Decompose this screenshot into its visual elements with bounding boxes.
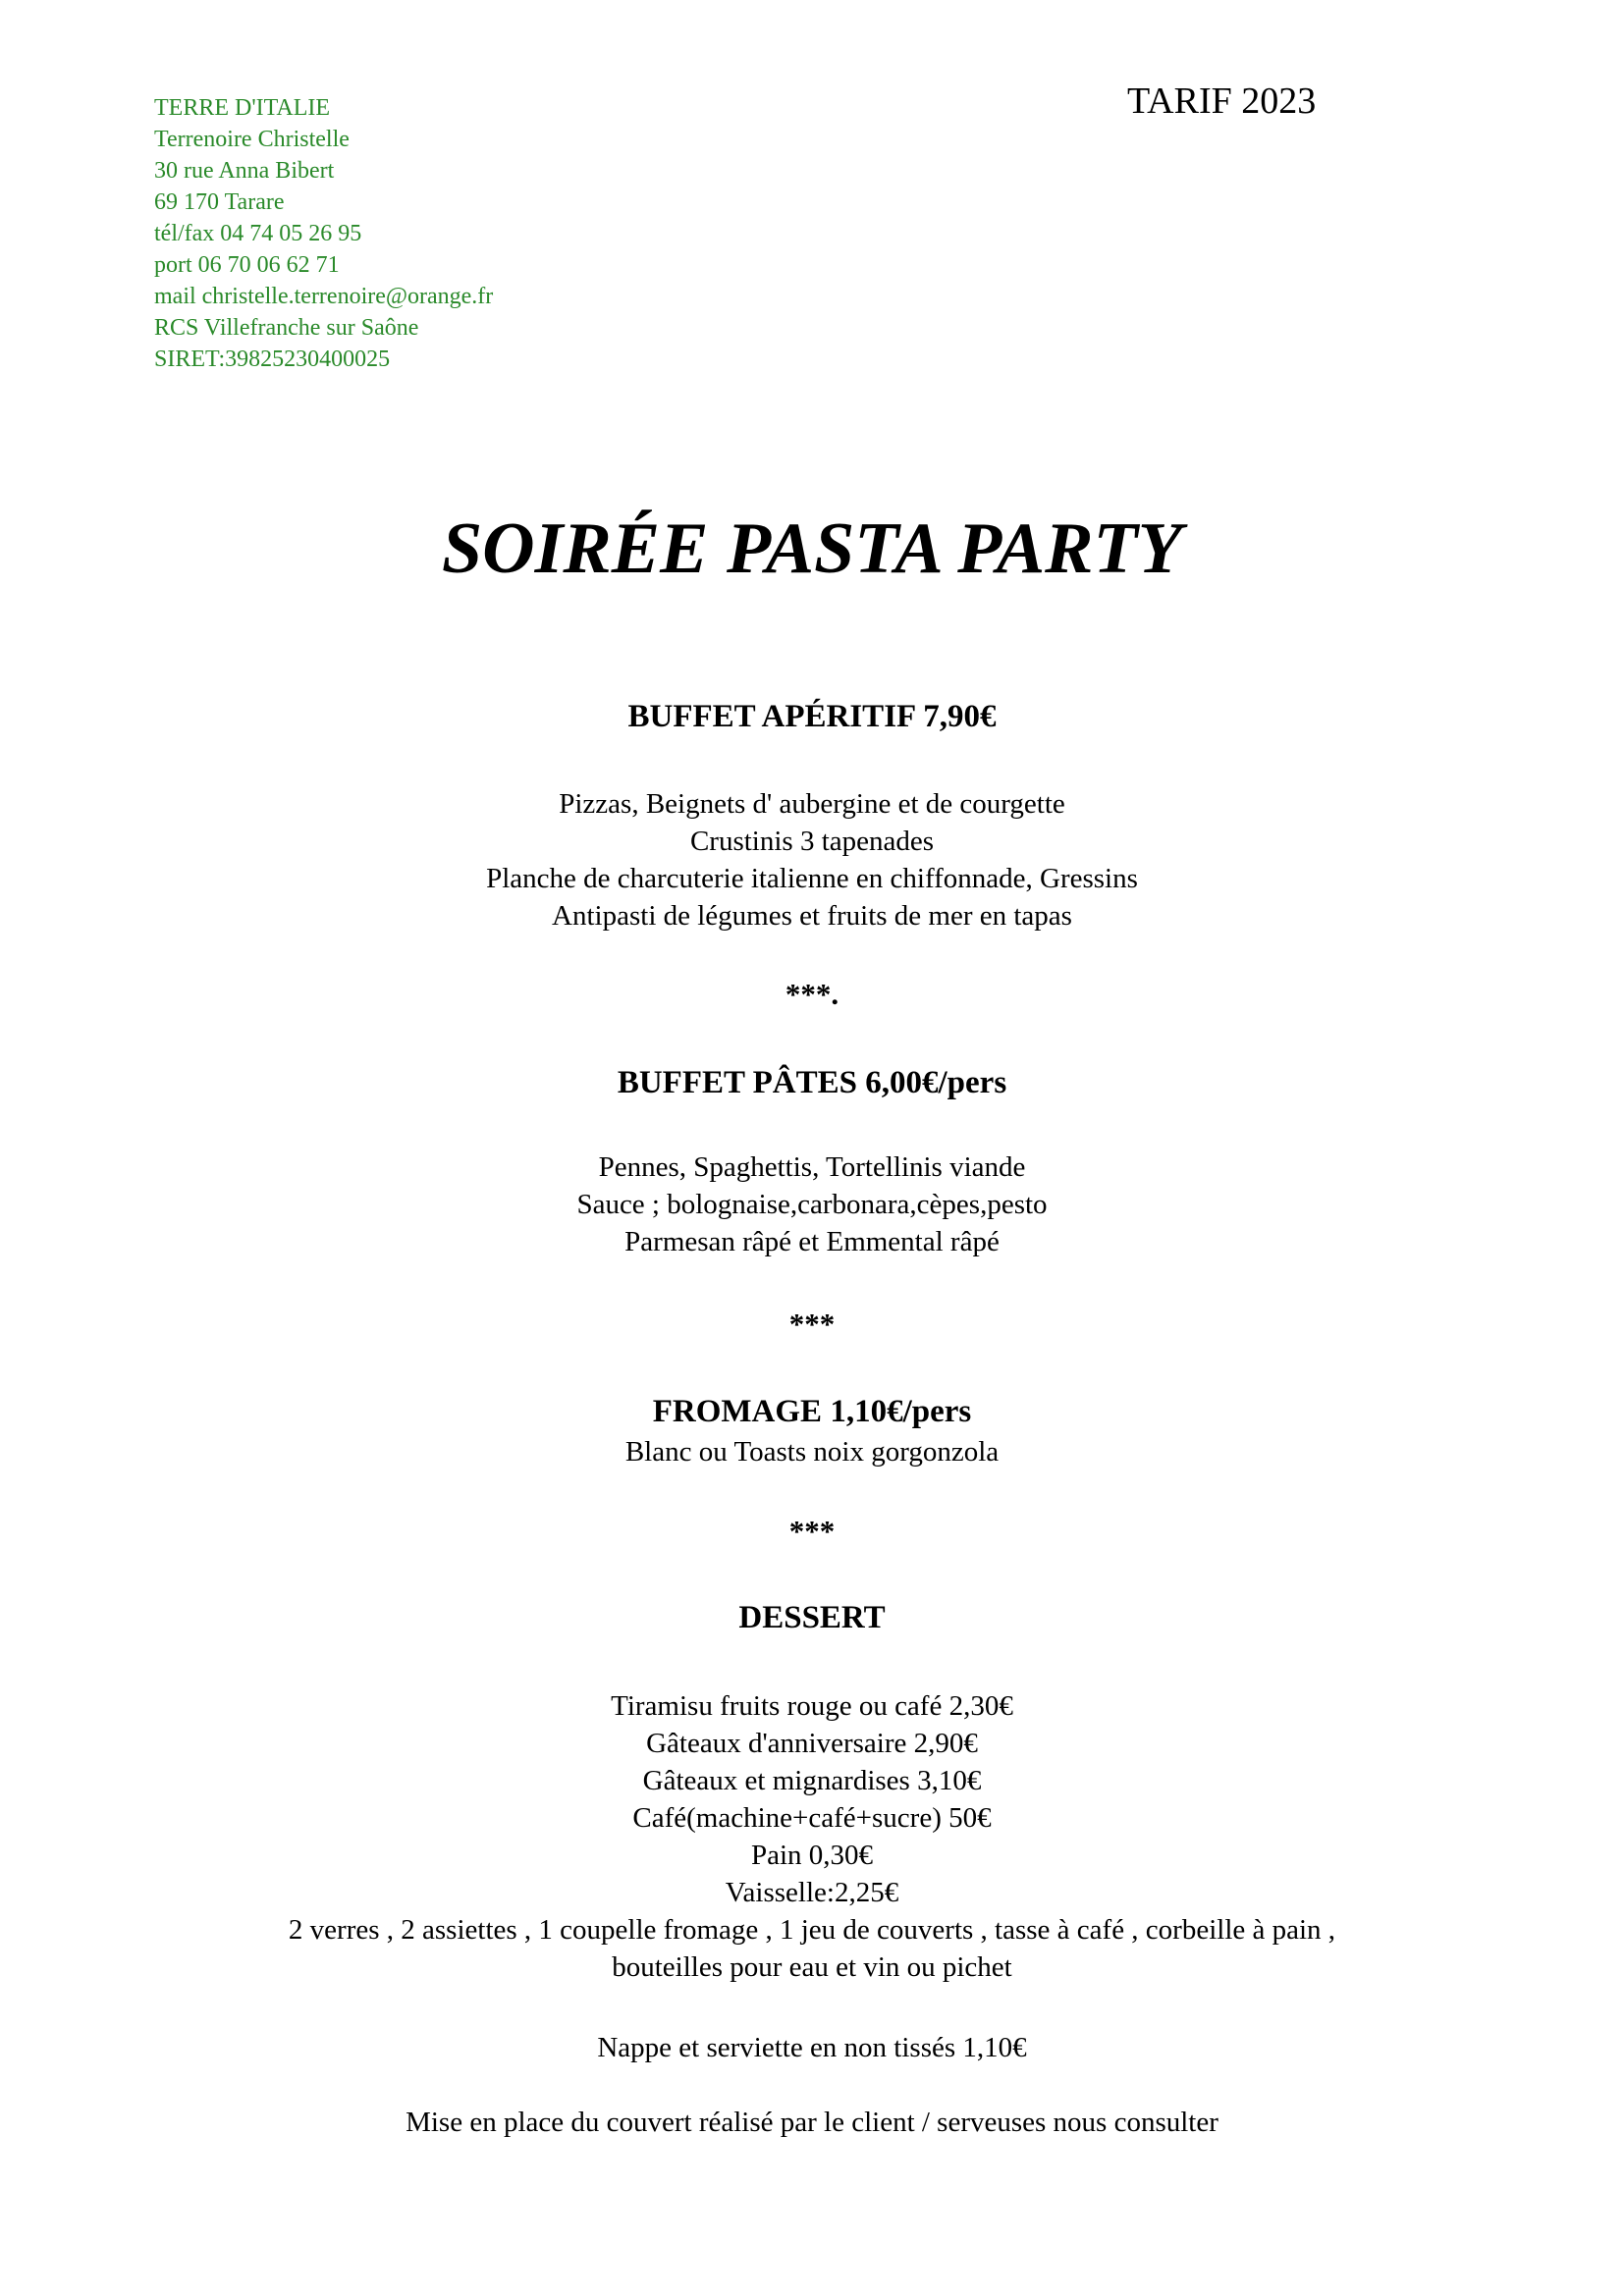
pates-line: Sauce ; bolognaise,carbonara,cèpes,pesto [576,1189,1048,1220]
aperitif-line: Crustinis 3 tapenades [689,826,935,857]
aperitif-line: Antipasti de légumes et fruits de mer en tapas [552,900,1072,932]
mobile-phone: port 06 70 06 62 71 [154,252,340,278]
section-separator: ***. [785,977,839,1011]
dessert-heading: DESSERT [738,1600,886,1635]
fromage-heading: FROMAGE 1,10€/pers [652,1394,972,1429]
dessert-line: Tiramisu fruits rouge ou café 2,30€ [611,1690,1013,1722]
street-address: 30 rue Anna Bibert [154,158,335,184]
aperitif-line: Planche de charcuterie italienne en chiffonnade, Gressins [486,863,1138,894]
siret-number: SIRET:39825230400025 [154,347,391,372]
section-separator: *** [788,1514,836,1548]
aperitif-heading: BUFFET APÉRITIF 7,90€ [627,699,997,734]
email-address: mail christelle.terrenoire@orange.fr [154,284,494,309]
dessert-line: Café(machine+café+sucre) 50€ [632,1802,992,1834]
dessert-line: Pain 0,30€ [750,1840,874,1871]
company-address-block [154,92,493,375]
dessert-line: Gâteaux et mignardises 3,10€ [642,1765,982,1796]
mise-en-place-note: Mise en place du couvert réalisé par le client / serveuses nous consulter [406,2107,1218,2138]
aperitif-line: Pizzas, Beignets d' aubergine et de courgette [559,788,1065,820]
fromage-line: Blanc ou Toasts noix gorgonzola [624,1436,1000,1468]
company-name: TERRE D'ITALIE [154,95,331,121]
pates-heading: BUFFET PÂTES 6,00€/pers [617,1065,1007,1100]
contact-name: Terrenoire Christelle [154,127,350,152]
dessert-line: Gâteaux d'anniversaire 2,90€ [646,1728,978,1759]
page-title: SOIRÉE PASTA PARTY [442,508,1182,589]
tarif-year: TARIF 2023 [1127,80,1317,122]
pates-line: Pennes, Spaghettis, Tortellinis viande [598,1151,1026,1183]
dessert-line: Vaisselle:2,25€ [725,1877,899,1908]
pates-line: Parmesan râpé et Emmental râpé [624,1226,1000,1257]
dessert-line: 2 verres , 2 assiettes , 1 coupelle fromage , 1 jeu de couverts , tasse à café , corbeille à pain , [288,1914,1336,1946]
nappe-note: Nappe et serviette en non tissés 1,10€ [597,2032,1027,2063]
rcs-registration: RCS Villefranche sur Saône [154,315,419,341]
dessert-line: bouteilles pour eau et vin ou pichet [612,1951,1012,1983]
phone-fax: tél/fax 04 74 05 26 95 [154,221,362,246]
city-address: 69 170 Tarare [154,189,285,215]
section-separator: *** [788,1307,836,1341]
